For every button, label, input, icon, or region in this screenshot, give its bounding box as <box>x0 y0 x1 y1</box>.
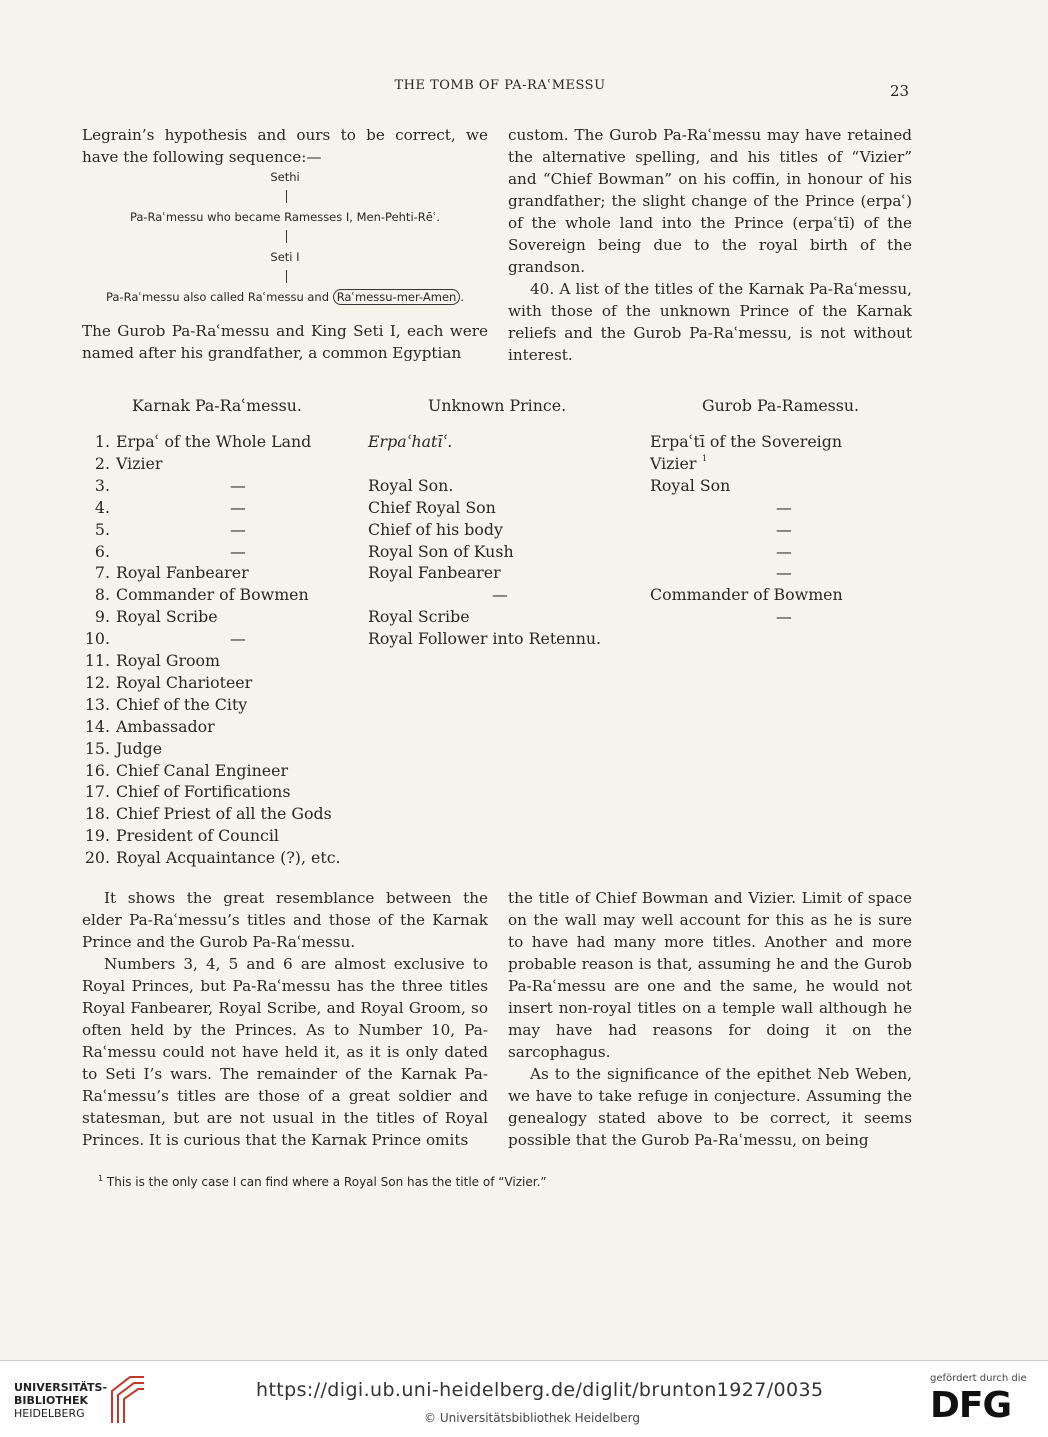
vizier-footnote-marker: 1 <box>702 453 708 463</box>
intro-left-after-text: The Gurob Pa-Raʿmessu and King Seti I, each were named after his grandfather, a common Egyptian <box>82 322 488 362</box>
library-line3: HEIDELBERG <box>14 1407 85 1420</box>
page-number: 23 <box>890 82 910 100</box>
gurob-title: Erpaʿtī of the Sovereign <box>650 432 843 451</box>
table-row <box>0 651 1048 673</box>
gurob-title: Vizier <box>650 453 697 473</box>
library-logo-icon <box>108 1373 148 1425</box>
gurob-title: — <box>776 563 792 583</box>
row-number: 5. <box>94 519 110 539</box>
row-number: 9. <box>94 607 110 627</box>
row-number: 10. <box>84 629 110 649</box>
row-number: 3. <box>94 475 110 495</box>
library-name <box>14 1381 107 1420</box>
intro-left <box>82 124 488 168</box>
viewer-footer <box>0 1360 1048 1437</box>
genealogy-line4-prefix: Pa-Raʿmessu also called Raʿmessu and <box>106 290 330 304</box>
table-row <box>0 848 1048 870</box>
table-row <box>0 717 1048 739</box>
karnak-title: Ambassador <box>116 716 215 736</box>
table-row <box>0 782 1048 804</box>
genealogy-connector <box>286 270 287 283</box>
dfg-logo: DFG <box>930 1385 1012 1426</box>
table-row <box>0 695 1048 717</box>
unknown-prince-title: Royal Follower into Retennu. <box>368 629 602 649</box>
karnak-title: Royal Acquaintance (?), etc. <box>116 848 341 868</box>
intro-left-after <box>82 320 488 364</box>
row-number: 20. <box>84 848 110 868</box>
table-row <box>0 607 1048 629</box>
cartouche: Raʿmessu-mer-Amen <box>333 289 461 305</box>
table-row <box>0 761 1048 783</box>
row-number: 14. <box>84 716 110 736</box>
karnak-title: Chief of Fortifications <box>116 782 291 802</box>
karnak-title: Royal Charioteer <box>116 672 253 692</box>
table-row <box>0 498 1048 520</box>
header-gurob: Gurob Pa-Ramessu. <box>702 396 860 415</box>
karnak-title: — <box>230 541 246 561</box>
intro-right-p1: custom. The Gurob Pa-Raʿmessu may have retained the alternative spelling, and his titles of “Vizier” and “Chief Bowman” on his coffin, in honour of his grandfather; the slight change of the Prince (erpaʿ) of the whole land into the Prince (erpaʿtī) of the Sovereign being due to the royal birth of the grandson. <box>508 126 912 276</box>
karnak-title: Chief Canal Engineer <box>116 760 288 780</box>
karnak-title: — <box>230 629 246 649</box>
unknown-prince-title: Erpaʿhatīʿ. <box>368 432 453 451</box>
gurob-title: — <box>776 607 792 627</box>
genealogy-sethi: Sethi <box>270 170 300 184</box>
row-number: 6. <box>94 541 110 561</box>
body-left-p1: It shows the great resemblance between the elder Pa-Raʿmessu’s titles and those of the Karnak Prince and the Gurob Pa-Raʿmessu. <box>82 889 488 951</box>
row-number: 4. <box>94 497 110 517</box>
unknown-prince-title: Royal Son of Kush <box>368 541 514 561</box>
table-row <box>0 826 1048 848</box>
unknown-prince-title: Chief Royal Son <box>368 497 496 517</box>
karnak-title: Erpaʿ of the Whole Land <box>116 432 312 451</box>
table-row <box>0 804 1048 826</box>
library-line1: UNIVERSITÄTS- <box>14 1381 108 1394</box>
gurob-title: — <box>776 541 792 561</box>
body-left <box>82 887 488 1151</box>
row-number: 16. <box>84 760 110 780</box>
unknown-prince-title: Royal Fanbearer <box>368 563 501 583</box>
karnak-title: — <box>230 519 246 539</box>
karnak-title: Chief Priest of all the Gods <box>116 804 332 824</box>
gurob-title: Commander of Bowmen <box>650 585 843 605</box>
karnak-title: Judge <box>116 738 163 758</box>
karnak-title: — <box>230 497 246 517</box>
genealogy-ramesses-i: Pa-Raʿmessu who became Ramesses I, Men-Pehti-Rēʿ. <box>129 210 441 224</box>
table-row <box>0 629 1048 651</box>
gurob-title: Royal Son <box>650 475 731 495</box>
gurob-title: — <box>776 497 792 517</box>
genealogy-line4-suffix: . <box>460 290 464 304</box>
library-line2: BIBLIOTHEK <box>14 1394 89 1407</box>
table-row <box>0 432 1048 454</box>
karnak-title: Vizier <box>116 453 163 473</box>
table-row <box>0 739 1048 761</box>
row-number: 19. <box>84 826 110 846</box>
karnak-title: Commander of Bowmen <box>116 585 309 605</box>
unknown-prince-title: Chief of his body <box>368 519 503 539</box>
genealogy-connector <box>286 190 287 203</box>
row-number: 8. <box>94 585 110 605</box>
table-row <box>0 476 1048 498</box>
funding-note: gefördert durch die <box>930 1373 1027 1384</box>
genealogy-seti-i: Seti I <box>270 250 300 264</box>
copyright-notice: © Universitätsbibliothek Heidelberg <box>424 1411 641 1425</box>
unknown-prince-title: Royal Son. <box>368 475 454 495</box>
unknown-prince-title: Royal Scribe <box>368 607 470 627</box>
genealogy-pa-ramessu <box>82 290 488 304</box>
karnak-title: Royal Fanbearer <box>116 563 249 583</box>
genealogy-connector <box>286 230 287 243</box>
row-number: 18. <box>84 804 110 824</box>
row-number: 13. <box>84 694 110 714</box>
row-number: 1. <box>94 432 110 451</box>
footnote <box>98 1174 547 1189</box>
intro-left-text: Legrain’s hypothesis and ours to be correct, we have the following sequence:— <box>82 126 488 166</box>
table-row <box>0 520 1048 542</box>
table-row <box>0 585 1048 607</box>
footnote-marker: 1 <box>98 1174 104 1183</box>
row-number: 17. <box>84 782 110 802</box>
intro-right-p2: 40. A list of the titles of the Karnak Pa-Raʿmessu, with those of the unknown Prince of the Karnak reliefs and the Gurob Pa-Raʿmessu, is not without interest. <box>508 280 912 364</box>
table-row <box>0 454 1048 476</box>
karnak-title: President of Council <box>116 826 279 846</box>
row-number: 11. <box>84 651 110 670</box>
unknown-prince-title: — <box>492 585 508 605</box>
row-number: 12. <box>84 672 110 692</box>
body-right-p2: As to the significance of the epithet Neb Weben, we have to take refuge in conjecture. Assuming the genealogy stated above to be correct, it seems possible that the Gurob Pa-Raʿmessu, on being <box>508 1065 912 1149</box>
row-number: 7. <box>94 563 110 583</box>
gurob-title: — <box>776 519 792 539</box>
permalink-url[interactable]: https://digi.ub.uni-heidelberg.de/diglit/brunton1927/0035 <box>256 1379 824 1401</box>
karnak-title: Chief of the City <box>116 694 248 714</box>
body-right-p1: the title of Chief Bowman and Vizier. Limit of space on the wall may well account for this as he is sure to have had many more titles. Another and more probable reason is that, assuming he and the Gurob Pa-Raʿmessu are one and the same, he would not insert non-royal titles on a temple wall although he may have had reasons for doing it on the sarcophagus. <box>508 889 912 1061</box>
table-row <box>0 563 1048 585</box>
row-number: 15. <box>84 738 110 758</box>
intro-right <box>508 124 912 366</box>
body-right <box>508 887 912 1151</box>
table-row <box>0 542 1048 564</box>
row-number: 2. <box>94 453 110 473</box>
karnak-title: Royal Scribe <box>116 607 218 627</box>
table-row <box>0 673 1048 695</box>
karnak-title: Royal Groom <box>116 651 220 670</box>
karnak-title: — <box>230 475 246 495</box>
body-left-p2: Numbers 3, 4, 5 and 6 are almost exclusive to Royal Princes, but Pa-Raʿmessu has the three titles Royal Fanbearer, Royal Scribe, and Royal Groom, so often held by the Princes. As to Number 10, Pa-Raʿmessu could not have held it, as it is only dated to Seti I’s wars. The remainder of the Karnak Pa-Raʿmessu’s titles are those of a great soldier and statesman, but are not usual in the titles of Royal Princes. It is curious that the Karnak Prince omits <box>82 955 488 1149</box>
header-unknown: Unknown Prince. <box>428 396 567 415</box>
running-title: THE TOMB OF PA-RAʿMESSU <box>394 78 606 93</box>
header-karnak: Karnak Pa-Raʿmessu. <box>132 396 302 415</box>
footnote-text: This is the only case I can find where a Royal Son has the title of “Vizier.” <box>106 1175 547 1189</box>
